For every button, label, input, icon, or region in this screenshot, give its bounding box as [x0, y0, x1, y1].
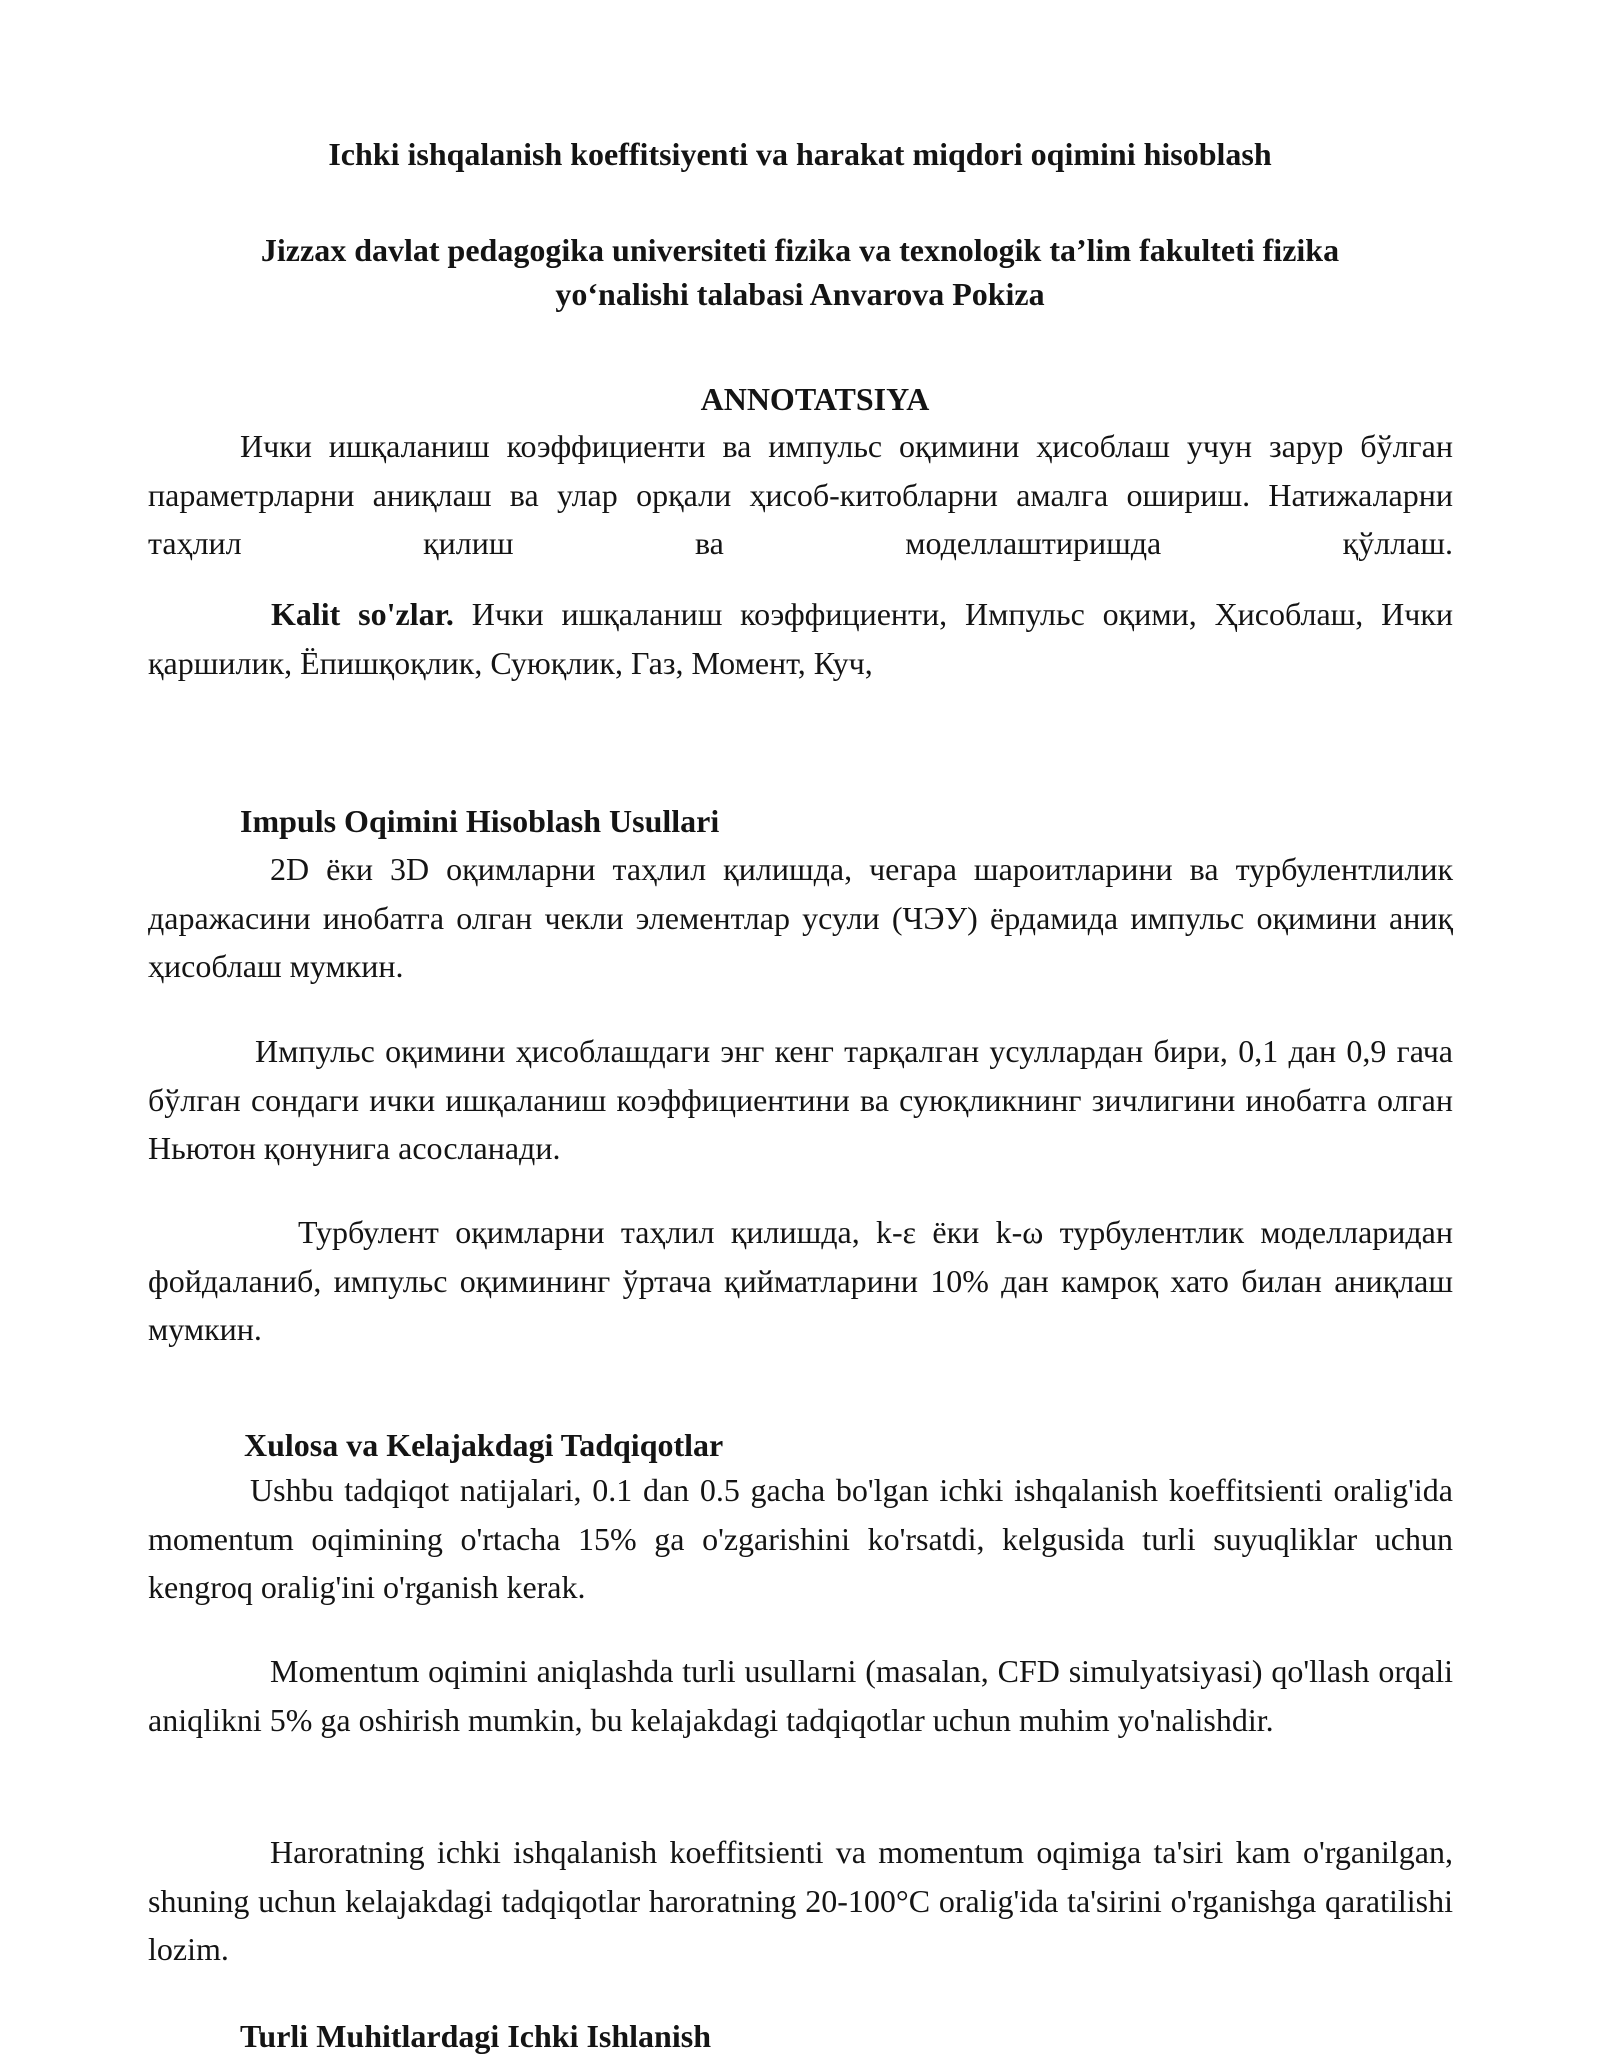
section2-paragraph-2: Momentum oqimini aniqlashda turli usullarni (masalan, CFD simulyatsiyasi) qo'llash orqali aniqlikni 5% ga oshirish mumkin, bu kelajakdagi tadqiqotlar uchun muhim yo'nalishdir.	[148, 1653, 1453, 1738]
author-line-2: yo‘nalishi talabasi Anvarova Pokiza	[555, 276, 1045, 312]
author-line-1: Jizzax davlat pedagogika universiteti fizika va texnologik ta’lim fakulteti fizika	[260, 232, 1340, 268]
paper-title: Ichki ishqalanish koeffitsiyenti va harakat miqdori oqimini hisoblash	[328, 136, 1272, 172]
section-heading-impuls: Impuls Oqimini Hisoblash Usullari	[240, 803, 720, 839]
annotation-text: Ички ишқаланиш коэффициенти ва импульс оқимини ҳисоблаш учун зарур бўлган параметрларни аниқлаш ва улар орқали ҳисоб-китобларни амалга ошириш. Натижаларни таҳлил қилиш ва моделлаштиришда қўллаш.	[148, 428, 1453, 561]
section2-paragraph-1: Ushbu tadqiqot natijalari, 0.1 dan 0.5 gacha bo'lgan ichki ishqalanish koeffitsienti oralig'ida momentum oqimining o'rtacha 15% ga o'zgarishini ko'rsatdi, kelgusida turli suyuqliklar uchun kengroq oralig'ini o'rganish kerak.	[148, 1472, 1453, 1605]
author-affiliation	[150, 228, 1450, 316]
keywords-paragraph	[148, 590, 1453, 687]
section2-paragraph-3: Haroratning ichki ishqalanish koeffitsienti va momentum oqimiga ta'siri kam o'rganilgan, shuning uchun kelajakdagi tadqiqotlar haroratning 20-100°C oralig'ida ta'sirini o'rganishga qaratilishi lozim.	[148, 1834, 1453, 1967]
section-heading-turli: Turli Muhitlardagi Ichki Ishlanish	[240, 2018, 711, 2054]
section1-paragraph-3: Турбулент оқимларни таҳлил қилишда, k-ε ёки k-ω турбулентлик моделларидан фойдаланиб, импульс оқимининг ўртача қийматларини 10% дан камроқ хато билан аниқлаш мумкин.	[148, 1214, 1453, 1347]
keywords-text: Ички ишқаланиш коэффициенти, Импульс оқими, Ҳисоблаш, Ички қаршилик, Ёпишқоқлик, Суюқлик, Газ, Момент, Куч,	[148, 596, 1454, 681]
section-heading-xulosa: Xulosa va Kelajakdagi Tadqiqotlar	[244, 1427, 724, 1463]
keywords-label: Kalit so'zlar.	[271, 596, 454, 632]
section1-paragraph-2: Импульс оқимини ҳисоблашдаги энг кенг тарқалган усуллардан бири, 0,1 дан 0,9 гача бўлган сондаги ички ишқаланиш коэффициентини ва суюқликнинг зичлигини инобатга олган Ньютон қонунига асосланади.	[148, 1033, 1453, 1166]
section1-paragraph-1: 2D ёки 3D оқимларни таҳлил қилишда, чегара шароитларини ва турбулентлилик даражасини инобатга олган чекли элементлар усули (ЧЭУ) ёрдамида импульс оқимини аниқ ҳисоблаш мумкин.	[148, 851, 1453, 984]
annotation-heading: ANNOTATSIYA	[700, 381, 930, 417]
